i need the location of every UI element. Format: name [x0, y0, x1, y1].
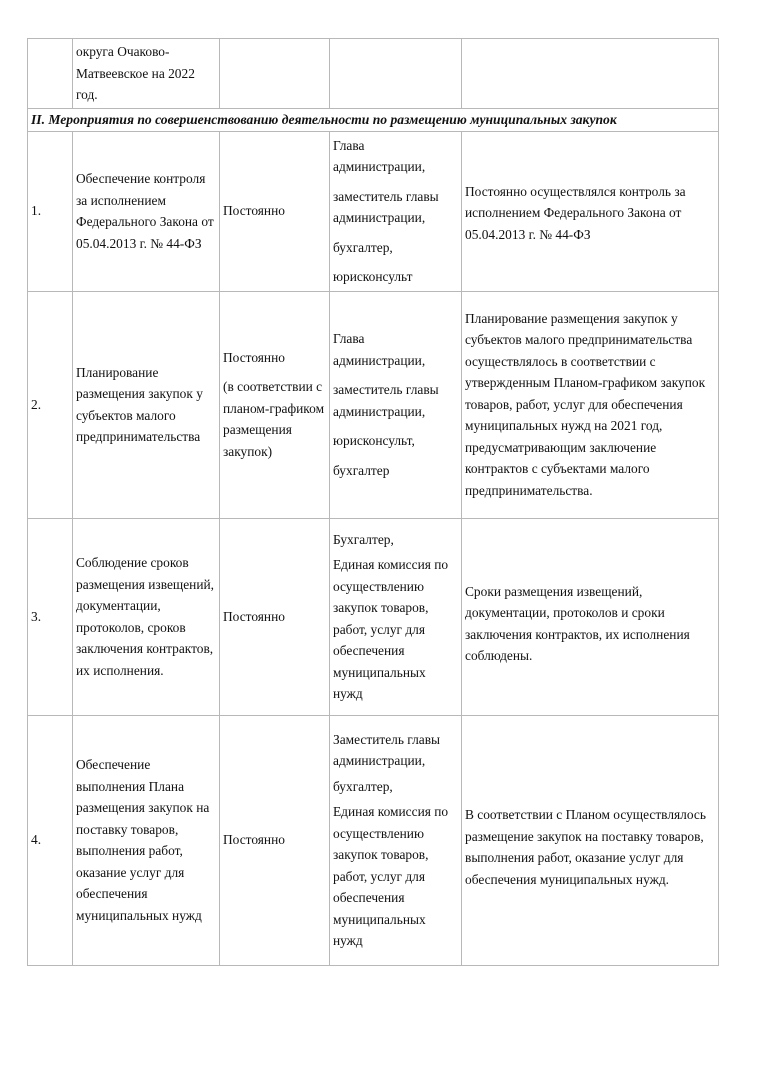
section-header-row [28, 109, 719, 132]
term-text: Постоянно [223, 832, 285, 848]
responsible-cell [330, 715, 462, 965]
responsible-line: заместитель главы администрации, [333, 188, 439, 225]
responsible-line: заместитель главы администрации, [333, 382, 439, 419]
term-text: Постоянно [223, 203, 285, 219]
event-cell: Обеспечение контроля за исполнением Федерального Закона от 05.04.2013 г. № 44-ФЗ [73, 131, 220, 291]
result-cell: Сроки размещения извещений, документации, протоколов и сроки заключения контрактов, их исполнения соблюдены. [462, 518, 719, 715]
result-cell: Планирование размещения закупок у субъектов малого предпринимательства осуществлялось в соответствии с утвержденным Планом-графиком закупок товаров, работ, услуг для обеспечения муниципальных нужд на 2021 год, предусматривающим заключение контрактов с субъектами малого предпринимательства. [462, 291, 719, 518]
event-cell: Обеспечение выполнения Плана размещения закупок на поставку товаров, выполнения работ, оказание услуг для обеспечения муниципальных нужд [73, 715, 220, 965]
responsible-line: Единая комиссия по осуществлению закупок товаров, работ, услуг для обеспечения муниципальных нужд [333, 804, 449, 948]
table-row [28, 518, 719, 715]
section-title: II. Мероприятия по совершенствованию деятельности по размещению муниципальных закупок [28, 109, 719, 132]
responsible-line: бухгалтер, [333, 239, 393, 255]
term-cell [220, 131, 330, 291]
term-cell [220, 715, 330, 965]
responsible-line: Бухгалтер, [333, 531, 394, 547]
responsible-cell [330, 131, 462, 291]
responsible-line: бухгалтер, [333, 778, 393, 794]
responsible-line: Глава администрации, [333, 137, 426, 174]
event-text: округа Очаково-Матвеевское на 2022 год. [76, 44, 195, 103]
table-row [28, 715, 719, 965]
responsible-line: Глава администрации, [333, 331, 426, 368]
term-note: (в соответствии с планом-графиком размещения закупок) [223, 379, 325, 459]
responsible-cell [330, 39, 462, 109]
term-cell [220, 291, 330, 518]
event-cell: Планирование размещения закупок у субъектов малого предпринимательства [73, 291, 220, 518]
table-row [28, 291, 719, 518]
result-cell: В соответствии с Планом осуществлялось размещение закупок на поставку товаров, выполнения работ, оказание услуг для обеспечения муниципальных нужд. [462, 715, 719, 965]
responsible-line: юрисконсульт, [333, 433, 415, 448]
event-cell [73, 39, 220, 109]
row-number: 4. [28, 715, 73, 965]
row-number: 3. [28, 518, 73, 715]
responsible-line: Заместитель главы администрации, [333, 731, 441, 768]
responsible-cell [330, 518, 462, 715]
events-table [27, 38, 719, 966]
term-cell [220, 518, 330, 715]
result-cell: Постоянно осуществлялся контроль за исполнением Федерального Закона от 05.04.2013 г. № 44-ФЗ [462, 131, 719, 291]
row-number: 2. [28, 291, 73, 518]
responsible-cell [330, 291, 462, 518]
term-text: Постоянно [223, 349, 285, 365]
event-cell: Соблюдение сроков размещения извещений, документации, протоколов, сроков заключения контрактов, их исполнения. [73, 518, 220, 715]
table-row-continued [28, 39, 719, 109]
num-cell [28, 39, 73, 109]
row-number: 1. [28, 131, 73, 291]
term-cell [220, 39, 330, 109]
result-cell [462, 39, 719, 109]
term-text: Постоянно [223, 608, 285, 624]
responsible-line: юрисконсульт [333, 269, 413, 284]
responsible-line: Единая комиссия по осуществлению закупок товаров, работ, услуг для обеспечения муниципальных нужд [333, 557, 449, 701]
responsible-line: бухгалтер [333, 462, 390, 478]
table-row [28, 131, 719, 291]
